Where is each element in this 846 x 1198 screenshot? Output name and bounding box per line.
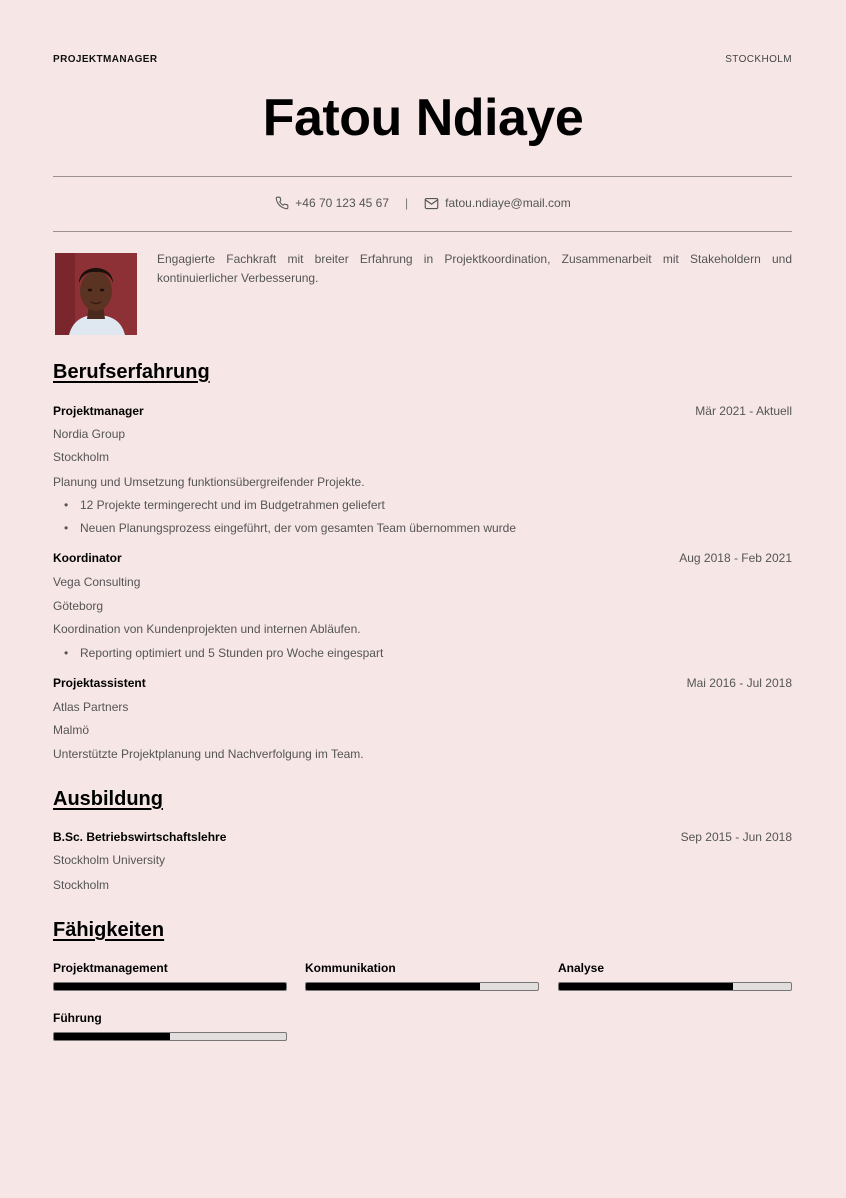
job-title-label: PROJEKTMANAGER: [53, 54, 158, 65]
profile-photo: [55, 253, 137, 335]
job-description: Planung und Umsetzung funktionsübergreifender Projekte.: [53, 475, 365, 489]
skill-label: Analyse: [558, 961, 605, 975]
skill-bar: [558, 982, 792, 991]
job-city: Stockholm: [53, 450, 110, 464]
job-role: Koordinator: [53, 551, 122, 565]
job-date: Mär 2021 - Aktuell: [695, 404, 792, 418]
job-city: Göteborg: [53, 599, 104, 613]
contact-separator: |: [405, 196, 409, 210]
divider-top: [53, 176, 792, 177]
job-bullet: • 12 Projekte termingerecht und im Budgetrahmen geliefert: [66, 498, 385, 512]
job-header: [53, 551, 792, 565]
divider-bottom: [53, 231, 792, 232]
skill-bar-fill: [306, 983, 480, 990]
job-header: [53, 676, 792, 690]
skill-item: [53, 961, 287, 991]
education-header: [53, 830, 792, 844]
education-degree: B.Sc. Betriebswirtschaftslehre: [53, 830, 227, 844]
location-label: STOCKHOLM: [725, 54, 792, 65]
experience-heading: Berufserfahrung: [53, 361, 210, 383]
job-bullet: • Reporting optimiert und 5 Stunden pro Woche eingespart: [66, 646, 383, 660]
skill-bar: [53, 982, 287, 991]
job-description: Koordination von Kundenprojekten und internen Abläufen.: [53, 622, 361, 636]
job-company: Vega Consulting: [53, 575, 141, 589]
email-address[interactable]: fatou.ndiaye@mail.com: [445, 196, 571, 210]
skill-item: [53, 1011, 287, 1041]
phone-number[interactable]: +46 70 123 45 67: [295, 196, 390, 210]
job-header: [53, 404, 792, 418]
education-heading: Ausbildung: [53, 788, 163, 810]
skill-item: [305, 961, 539, 991]
phone-icon: [275, 196, 289, 210]
job-city: Malmö: [53, 723, 90, 737]
contact-bar: [0, 196, 846, 210]
job-company: Nordia Group: [53, 427, 126, 441]
skill-label: Projektmanagement: [53, 961, 168, 975]
job-description: Unterstützte Projektplanung und Nachverfolgung im Team.: [53, 747, 364, 761]
skills-heading: Fähigkeiten: [53, 919, 165, 941]
job-role: Projektmanager: [53, 404, 144, 418]
job-company: Atlas Partners: [53, 700, 129, 714]
candidate-name: Fatou Ndiaye: [262, 89, 584, 147]
skill-bar: [53, 1032, 287, 1041]
skill-bar-fill: [559, 983, 733, 990]
job-bullet: • Neuen Planungsprozess eingeführt, der vom gesamten Team übernommen wurde: [66, 521, 516, 535]
profile-summary: Engagierte Fachkraft mit breiter Erfahrung in Projektkoordination, Zusammenarbeit mit Stakeholdern und kontinuierlicher Verbesserung.: [157, 252, 792, 285]
skill-item: [558, 961, 792, 991]
email-icon: [424, 197, 439, 210]
education-school: Stockholm University: [53, 853, 166, 867]
skill-bar: [305, 982, 539, 991]
skill-bar-fill: [54, 1033, 170, 1040]
skill-bar-fill: [54, 983, 286, 990]
education-city: Stockholm: [53, 878, 110, 892]
job-date: Aug 2018 - Feb 2021: [679, 551, 792, 565]
job-role: Projektassistent: [53, 676, 146, 690]
skill-label: Kommunikation: [305, 961, 396, 975]
education-date: Sep 2015 - Jun 2018: [680, 830, 792, 844]
skill-label: Führung: [53, 1011, 102, 1025]
job-date: Mai 2016 - Jul 2018: [686, 676, 792, 690]
